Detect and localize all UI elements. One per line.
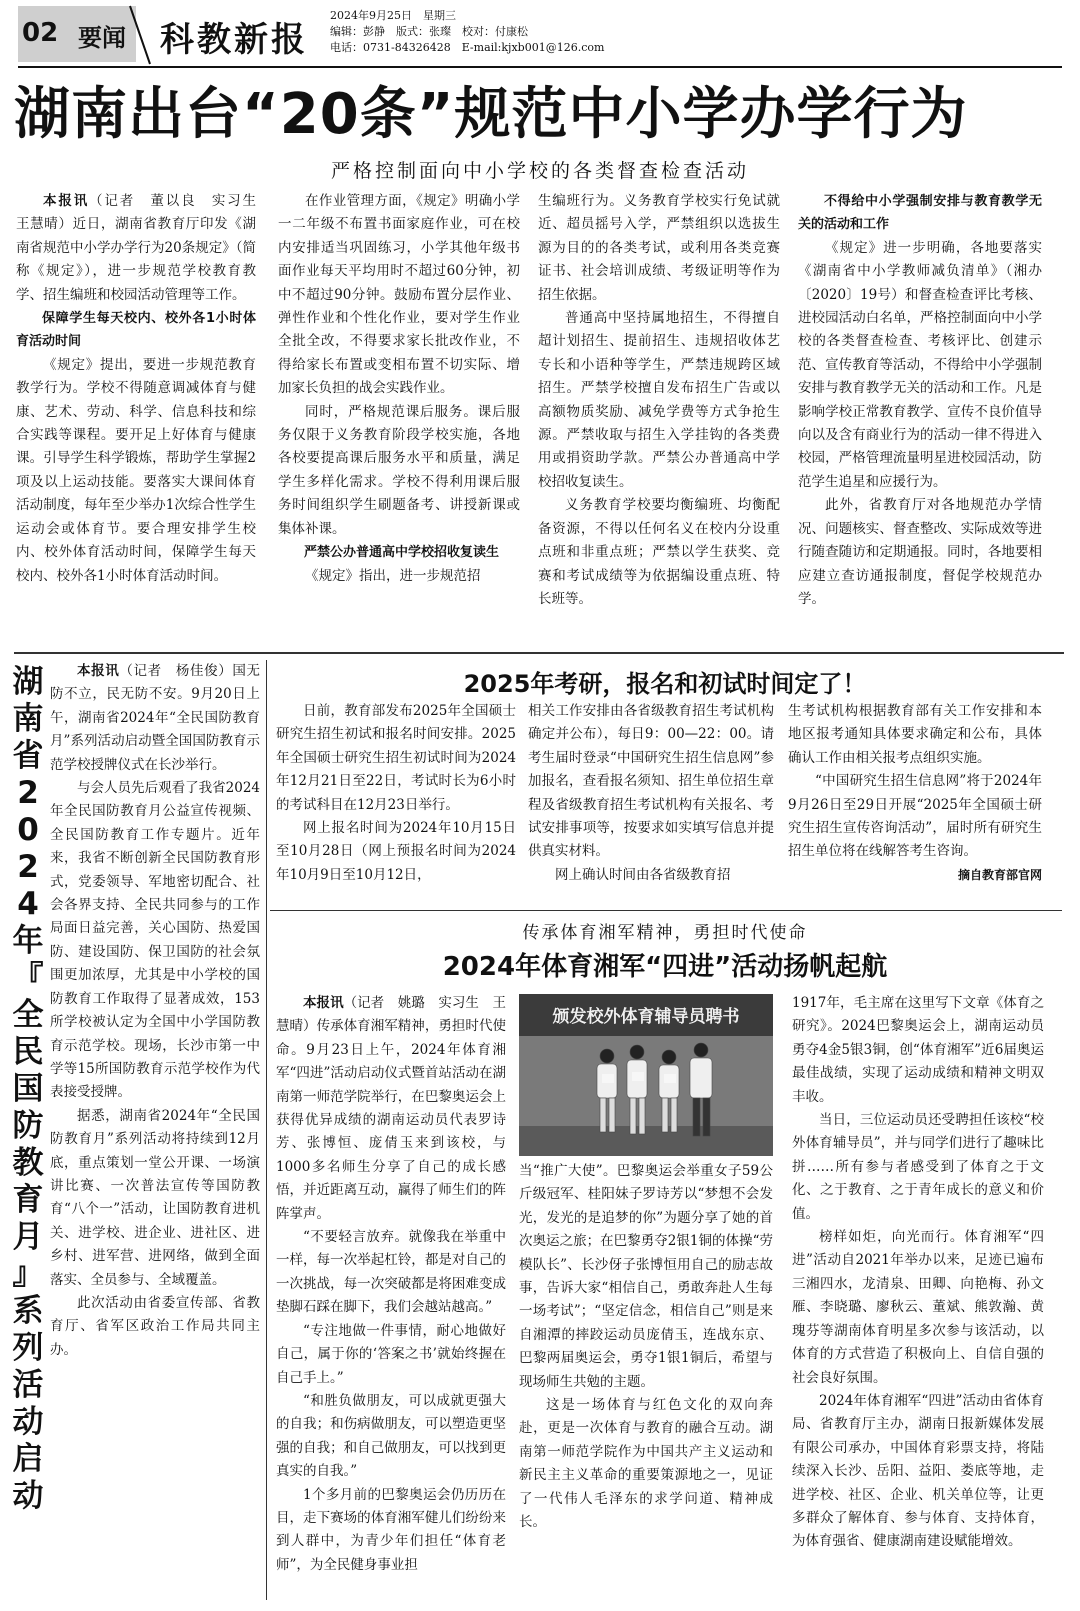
paragraph-continuation: 1917年，毛主席在这里写下文章《体育之研究》。2024巴黎奥运会上，湖南运动员勇夺4金5银3铜，创“体育湘军”近6届奥运最佳战绩，实现了运动成绩和精神文明双丰收。	[792, 995, 1044, 1105]
paragraph	[50, 660, 260, 777]
paragraph-text: 义务教育学校要均衡编班、均衡配备资源，不得以任何名义在校内分设重点班和非重点班；严禁以学生获奖、竞赛和考试成绩等为依据编设重点班、特长班等。	[538, 497, 780, 607]
paragraph	[276, 700, 516, 817]
paragraph-text: 榜样如炬，向光而行。体育湘军“四进”活动自2021年举办以来，足迹已遍布三湘四水，龙清泉、田卿、向艳梅、孙文雁、李晓璐、廖秋云、董斌、熊敦瀚、黄瑰芬等湖南体育明星多次参与该活动，以体育的方式营造了积极向上、自信自强的社会良好氛围。	[792, 1229, 1044, 1386]
paragraph	[276, 1226, 506, 1320]
paragraph-text: “和胜负做朋友，可以成就更强大的自我；和伤病做朋友，可以塑造更坚强的自我；和自己做朋友，可以找到更真实的自我。”	[276, 1392, 506, 1480]
masthead-info	[330, 8, 604, 56]
paragraph	[278, 190, 520, 401]
paragraph-text: 《规定》进一步明确，各地要落实《湖南省中小学教师减负清单》（湘办〔2020〕19号）和督查检查评比考核、进校园活动白名单，严格控制面向中小学校的各类督查检查、考核评比、创建示范、宣传教育等活动，不得给中小学强制安排与教育教学无关的活动和工作。凡是影响学校正常教育教学、宣传不良价值导向以及含有商业行为的活动一律不得进入校园，严格管理流量明星进校园活动，防范学生追星和应援行为。	[798, 239, 1042, 490]
article1-headline: 湖南出台“20条”规范中小学办学行为	[14, 82, 968, 147]
paragraph-continuation: 相关工作安排由各省级教育招生考试机构确定并公布），每日9：00—22：00。请考生届时登录“中国研究生招生信息网”参加报名，查看报名须知、招生单位招生章程及省级教育招生考试机构有关报名、考试安排事项等，按要求如实填写信息并提供真实材料。	[528, 703, 774, 860]
paper-name: 科教新报	[160, 20, 308, 60]
article1-column-1	[16, 190, 270, 588]
paragraph	[788, 770, 1042, 864]
article3-column-1	[276, 700, 516, 887]
article2-side-rule	[266, 660, 267, 1600]
article4-column-2	[519, 1160, 773, 1535]
paragraph-text: “不要轻言放弃。就像我在举重中一样，每一次举起杠铃，都是对自己的一次挑战，每一次突破都是将困难变成垫脚石踩在脚下，我们会越站越高。”	[276, 1229, 506, 1316]
dateline-lead: 本报讯	[43, 193, 90, 209]
source-credit: 摘自教育部官网	[957, 867, 1042, 882]
paragraph-text: 此外，省教育厅对各地规范办学情况、问题核实、督查整改、实际成效等进行随查随访和定期通报。同时，各地要相应建立查访通报制度，督促学校规范办学。	[798, 497, 1042, 607]
paragraph-text: 此次活动由省委宣传部、省教育厅、省军区政治工作局共同主办。	[50, 1294, 260, 1358]
paragraph	[792, 1390, 1044, 1554]
article1-column-3	[538, 190, 780, 611]
article2-column	[50, 660, 260, 1362]
paragraph-text: 《规定》提出，要进一步规范教育教学行为。学校不得随意调减体育与健康、艺术、劳动、科学、信息科技和综合实践等课程。要开足上好体育与健康课。引导学生科学锻炼，帮助学生掌握2项及以上运动技能。要落实大课间体育活动制度，每年至少举办1次综合性学生运动会或体育节。要合理安排学生校内、校外体育活动时间，保障学生每天校内、校外各1小时体育活动时间。	[16, 356, 256, 584]
contact-line: 电话：0731-84326428 E-mail:kjxb001@126.com	[330, 41, 605, 54]
paragraph	[538, 307, 780, 494]
masthead	[0, 0, 1080, 66]
section-subheading: 保障学生每天校内、校外各1小时体育活动时间	[16, 311, 256, 350]
section-name: 要闻	[78, 24, 126, 52]
paragraph	[792, 1226, 1044, 1390]
paragraph-continuation: 当“推广大使”。巴黎奥运会举重女子59公斤级冠军、桂阳妹子罗诗芳以“梦想不会发光，发光的是追梦的你”为题分享了她的首次奥运之旅；在巴黎勇夺2银1铜的体操“劳模队长”、长沙伢子张博恒用自己的励志故事，告诉大家“相信自己，勇敢奔赴人生每一场考试”；“坚定信念，相信自己”则是来自湘潭的摔跤运动员庞倩玉，连战东京、巴黎两届奥运会，勇夺1银1铜后，希望与现场师生共勉的主题。	[519, 1163, 773, 1390]
paragraph	[538, 494, 780, 611]
paragraph-text: “专注地做一件事情，耐心地做好自己，属于你的‘答案之书’就始终握在自己手上。”	[276, 1322, 506, 1386]
masthead-divider	[128, 4, 152, 66]
paragraph	[276, 992, 506, 1226]
paragraph-text: 《规定》指出，进一步规范招	[305, 567, 481, 584]
paragraph-text: （记者 董以良 实习生 王慧晴）近日，湖南省教育厅印发《湖南省规范中小学办学行为20条规定》（简称《规定》），进一步规范学校教育教学、招生编班和校园活动管理等工作。	[16, 193, 270, 303]
paragraph-text: 2024年体育湘军“四进”活动由省体育局、省教育厅主办，湖南日报新媒体发展有限公司承办，中国体育彩票支持，将陆续深入长沙、岳阳、益阳、娄底等地，走进学校、社区、企业、机关单位等，让更多群众了解体育、参与体育、支持体育，为体育强省、健康湖南建设赋能增效。	[792, 1392, 1044, 1550]
paragraph-text: 同时，严格规范课后服务。课后服务仅限于义务教育阶段学校实施，各地各校要提高课后服务水平和质量，满足学生多样化需求。学校不得利用课后服务时间组织学生刷题备考、讲授新课或集体补课。	[278, 403, 520, 537]
article2-vertical-title: 湖 南 省 2 0 2 4 年 『 全 民 国 防 教 育 月 』 系 列 活 动 启 动	[12, 664, 44, 1514]
page-number: 02	[22, 18, 59, 48]
event-photo-illustration	[519, 994, 773, 1156]
paragraph	[276, 817, 516, 887]
paragraph	[798, 237, 1042, 494]
paragraph-text: 在作业管理方面，《规定》明确小学一二年级不布置书面家庭作业，可在校内安排适当巩固练习，小学其他年级书面作业每天平均用时不超过60分钟，初中不超过90分钟。鼓励布置分层作业、弹性作业和个性化作业，要对学生作业全批全改，不得要求家长批改作业，不得给家长布置或变相布置不切实际、增加家长负担的战会实践作业。	[278, 193, 520, 397]
article3-bottom-rule	[270, 910, 1062, 911]
dateline-lead: 本报讯	[303, 995, 344, 1011]
paragraph-text: （记者 杨佳俊）国无防不立，民无防不安。9月20日上午，湖南省2024年“全民国防教育月”系列活动启动暨全国国防教育示范学校授牌仪式在长沙举行。	[50, 663, 260, 773]
paragraph-text: “中国研究生招生信息网”将于2024年9月26日至29日开展“2025年全国硕士研究生招生宣传咨询活动”，届时所有研究生招生单位将在线解答考生咨询。	[788, 773, 1042, 860]
paragraph-text: 这是一场体育与红色文化的双向奔赴，更是一次体育与教育的融合互动。湖南第一师范学院作为中国共产主义运动和新民主主义革命的重要策源地之一，见证了一代伟人毛泽东的求学问道、精神成长。	[519, 1397, 773, 1531]
paragraph-text: （记者 姚璐 实习生 王慧晴）传承体育湘军精神，勇担时代使命。9月23日上午，2024年体育湘军“四进”活动启动仪式暨首站活动在湖南第一师范学院举行，在巴黎奥运会上获得优异成绩的湖南运动员代表罗诗芳、张博恒、庞倩玉来到该校，与1000多名师生分享了自己的成长感悟，并近距离互动，赢得了师生们的阵阵掌声。	[276, 995, 507, 1222]
paragraph	[278, 565, 520, 588]
article1-column-4	[798, 190, 1042, 611]
article1-column-2	[278, 190, 520, 588]
paragraph-text: 当日，三位运动员还受聘担任该校“校外体育辅导员”，并与同学们进行了趣味比拼……所有参与者感受到了体育之于文化、之于教育、之于青年成长的意义和价值。	[792, 1112, 1044, 1222]
date-line: 2024年9月25日 星期三	[330, 9, 456, 22]
paragraph	[16, 354, 256, 588]
paragraph-text: 网上确认时间由各省级教育招	[555, 866, 731, 883]
paragraph-text: 1个多月前的巴黎奥运会仍历历在目，走下赛场的体育湘军健儿们纷纷来到人群中，为青少年们担任“体育老师”，为全民健身事业担	[276, 1486, 506, 1573]
masthead-rule	[18, 66, 1062, 68]
article3-column-2	[528, 700, 774, 887]
paragraph	[50, 1105, 260, 1292]
article1-bottom-rule	[14, 652, 1064, 654]
article4-column-1	[276, 992, 506, 1577]
photo-banner-text: 颁发校外体育辅导员聘书	[552, 1007, 740, 1027]
paragraph-text: 与会人员先后观看了我省2024年全民国防教育月公益宣传视频、全民国防教育工作专题片。近年来，我省不断创新全民国防教育形式，党委领导、军地密切配合、社会各界支持、全民共同参与的工作局面日益完善，关心国防、热爱国防、建设国防、保卫国防的社会氛围更加浓厚，尤其是中小学校的国防教育工作取得了显著成效，153所学校被认定为全国中小学国防教育示范学校。现场，长沙市第一中学等15所国防教育示范学校作为代表接受授牌。	[50, 780, 260, 1101]
paragraph	[16, 190, 270, 307]
paragraph	[276, 1484, 506, 1578]
paragraph-text: 日前，教育部发布2025年全国硕士研究生招生初试和报名时间安排。2025年全国硕士研究生招生初试时间为2024年12月21日至22日，考试时长为6小时的考试科目在12月23日举行。	[276, 703, 516, 813]
paragraph-continuation: 生编班行为。义务教育学校实行免试就近、超员摇号入学，严禁组织以选拔生源为目的的各类考试，或利用各类竞赛证书、社会培训成绩、考级证明等作为招生依据。	[538, 193, 780, 303]
section-subheading: 严禁公办普通高中学校招收复读生	[304, 545, 500, 561]
dateline-lead: 本报讯	[77, 663, 120, 679]
paragraph-text: 据悉，湖南省2024年“全民国防教育月”系列活动将持续到12月底，重点策划一堂公开课、一场演讲比赛、一次普法宣传等国防教育“八个一”活动，让国防教育进机关、进学校、进企业、进社区、进乡村、进军营、进网络，做到全面落实、全员参与、全域覆盖。	[50, 1107, 260, 1288]
paragraph	[528, 864, 774, 887]
paragraph	[50, 777, 260, 1105]
event-photo	[519, 994, 773, 1156]
paragraph	[276, 1390, 506, 1484]
paragraph	[519, 1394, 773, 1534]
paragraph-text: 普通高中坚持属地招生，不得擅自超计划招生、提前招生、违规招收体艺专长和小语种等学生，严禁违规跨区域招生。严禁学校擅自发布招生广告或以高额物质奖励、减免学费等方式争抢生源。严禁收取与招生入学挂钩的各类费用或捐资助学款。严禁公办普通高中学校招收复读生。	[538, 310, 780, 490]
paragraph	[278, 401, 520, 541]
section-subheading: 不得给中小学强制安排与教育教学无关的活动和工作	[798, 194, 1042, 233]
paragraph	[50, 1292, 260, 1362]
paragraph	[798, 494, 1042, 611]
paragraph-text: 网上报名时间为2024年10月15日至10月28日（网上预报名时间为2024年10月9日至10月12日，	[276, 820, 516, 883]
article3-title: 2025年考研，报名和初试时间定了！	[463, 670, 867, 698]
article4-title: 2024年体育湘军“四进”活动扬帆起航	[442, 952, 888, 982]
paragraph-continuation: 生考试机构根据教育部有关工作安排和本地区报考通知具体要求确定和公布，具体确认工作由相关报考点组织实施。	[788, 703, 1042, 766]
article3-column-3	[788, 700, 1042, 887]
paragraph	[276, 1320, 506, 1390]
editors-line: 编辑：彭静 版式：张璨 校对：付康松	[330, 25, 528, 38]
article1-subheadline: 严格控制面向中小学校的各类督查检查活动	[330, 160, 749, 182]
article4-kicker: 传承体育湘军精神，勇担时代使命	[522, 923, 808, 943]
article4-column-3	[792, 992, 1044, 1554]
paragraph	[792, 1109, 1044, 1226]
